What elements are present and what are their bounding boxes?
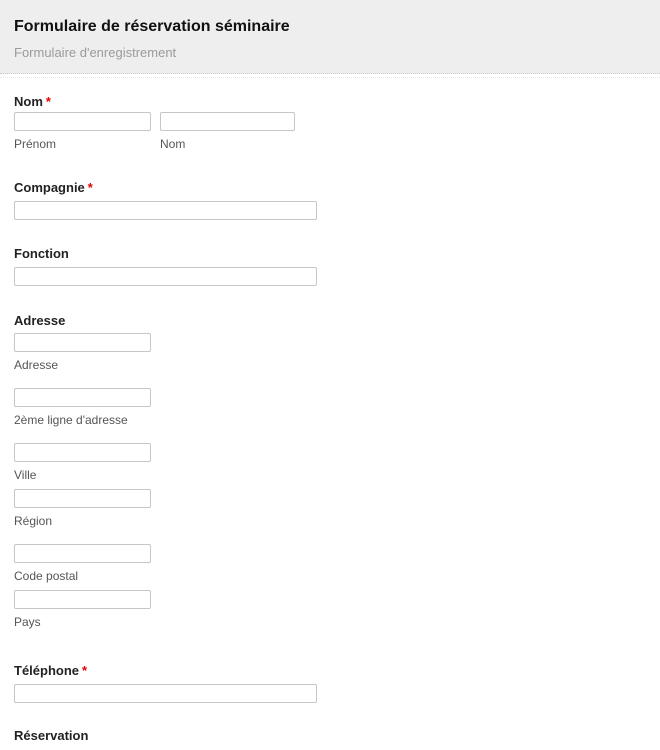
postal-code-input[interactable] [14, 544, 151, 563]
address-field-group [14, 314, 646, 628]
city-group [14, 443, 646, 481]
country-input[interactable] [14, 590, 151, 609]
last-name-column [160, 112, 295, 150]
page-subtitle: Formulaire d'enregistrement [14, 45, 177, 60]
form-header [0, 0, 660, 74]
city-sublabel: Ville [14, 468, 37, 482]
region-group [14, 489, 646, 527]
last-name-input[interactable] [160, 112, 295, 131]
first-name-sublabel: Prénom [14, 137, 57, 151]
phone-label [14, 664, 646, 677]
address-line2-sublabel: 2ème ligne d'adresse [14, 413, 128, 427]
company-label [14, 181, 646, 194]
required-asterisk: * [87, 180, 93, 195]
required-asterisk: * [45, 94, 51, 109]
name-inputs-row [14, 112, 646, 150]
company-input[interactable] [14, 201, 317, 220]
required-asterisk: * [82, 663, 88, 678]
function-label: Fonction [14, 246, 69, 261]
name-label [14, 95, 646, 108]
page-title: Formulaire de réservation séminaire [14, 18, 290, 35]
country-group [14, 590, 646, 628]
function-field-group [14, 247, 646, 286]
phone-field-group [14, 664, 646, 703]
address-line2-group [14, 388, 646, 426]
first-name-column [14, 112, 151, 150]
address-line1-input[interactable] [14, 333, 151, 352]
address-line1-group [14, 333, 646, 371]
city-input[interactable] [14, 443, 151, 462]
phone-label-text: Téléphone [14, 663, 80, 678]
company-field-group [14, 181, 646, 220]
last-name-sublabel: Nom [160, 137, 186, 151]
form-body [0, 95, 660, 742]
address-line1-sublabel: Adresse [14, 358, 59, 372]
postal-code-group [14, 544, 646, 582]
reservation-heading: Réservation [14, 728, 89, 743]
header-divider [0, 74, 660, 78]
region-input[interactable] [14, 489, 151, 508]
postal-code-sublabel: Code postal [14, 569, 79, 583]
function-input[interactable] [14, 267, 317, 286]
address-line2-input[interactable] [14, 388, 151, 407]
address-label: Adresse [14, 313, 66, 328]
region-sublabel: Région [14, 514, 53, 528]
country-sublabel: Pays [14, 615, 41, 629]
name-label-text: Nom [14, 94, 43, 109]
company-label-text: Compagnie [14, 180, 85, 195]
phone-input[interactable] [14, 684, 317, 703]
name-field-group [14, 95, 646, 150]
first-name-input[interactable] [14, 112, 151, 131]
reservation-section-heading-group [14, 729, 646, 742]
